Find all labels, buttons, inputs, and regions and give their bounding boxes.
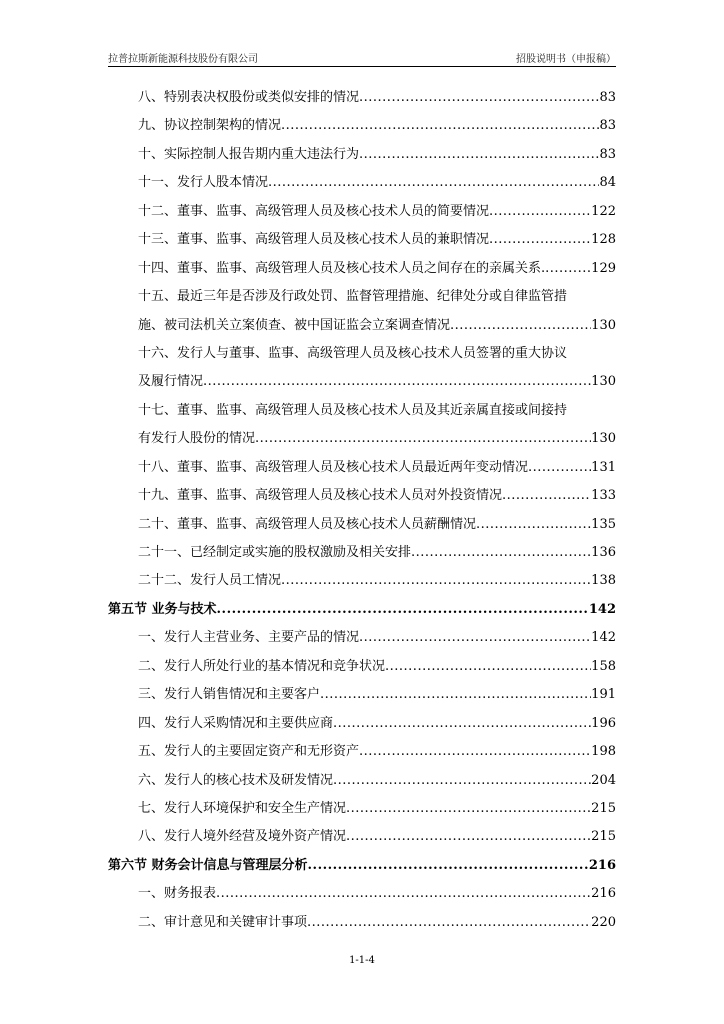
toc-entry-title: 施、被司法机关立案侦查、被中国证监会立案调查情况 [138, 317, 451, 333]
toc-page-number: 215 [591, 800, 616, 816]
toc-leader-dots [320, 681, 591, 709]
toc-leader-dots [268, 169, 599, 197]
toc-page-number: 135 [591, 516, 616, 532]
toc-entry-title: 四、发行人采购情况和主要供应商 [138, 715, 334, 731]
toc-entry-title: 十八、董事、监事、高级管理人员及核心技术人员最近两年变动情况 [138, 459, 529, 475]
toc-leader-dots [476, 511, 591, 539]
toc-entry[interactable] [108, 738, 616, 766]
toc-leader-dots [528, 454, 591, 482]
toc-entry[interactable] [108, 767, 616, 795]
toc-section-entry[interactable] [108, 596, 616, 624]
toc-leader-dots [359, 141, 599, 169]
toc-leader-dots [359, 84, 599, 112]
toc-leader-dots [281, 112, 599, 140]
toc-entry-title: 八、发行人境外经营及境外资产情况 [138, 829, 347, 845]
toc-page-number: 130 [591, 374, 616, 390]
toc-entry[interactable] [108, 397, 616, 425]
toc-leader-dots [545, 255, 591, 283]
toc-entry[interactable] [108, 710, 616, 738]
toc-leader-dots [489, 198, 591, 226]
toc-page-number: 216 [588, 857, 616, 873]
toc-entry-title: 二、发行人所处行业的基本情况和竞争状况 [138, 658, 386, 674]
toc-page-number: 128 [591, 232, 616, 248]
toc-leader-dots [411, 539, 591, 567]
toc-leader-dots [359, 738, 591, 766]
toc-entry-title: 十五、最近三年是否涉及行政处罚、监督管理措施、纪律处分或自律监管措 [138, 289, 568, 305]
toc-entry-title: 七、发行人环境保护和安全生产情况 [138, 800, 347, 816]
toc-page-number: 83 [599, 90, 616, 105]
toc-entry-title: 十四、董事、监事、高级管理人员及核心技术人员之间存在的亲属关系. [138, 260, 546, 276]
toc-entry-title: 一、财务报表 [138, 886, 217, 902]
toc-page-number: 129 [591, 260, 616, 276]
toc-page-number: 158 [591, 658, 616, 674]
toc-entry-title: 十二、董事、监事、高级管理人员及核心技术人员的简要情况 [138, 203, 490, 219]
toc-page-number: 84 [599, 175, 616, 191]
toc-entry-title: 二、审计意见和关键审计事项 [138, 914, 308, 930]
page-number: 1-1-4 [349, 955, 375, 966]
toc-entry-title: 二十一、已经制定或实施的股权激励及相关安排 [138, 545, 412, 560]
toc-page-number: 142 [588, 601, 616, 617]
table-of-contents [108, 84, 616, 937]
toc-page-number: 138 [591, 573, 616, 589]
toc-entry[interactable] [108, 141, 616, 169]
toc-section-entry[interactable] [108, 852, 616, 880]
toc-page-number: 191 [591, 687, 616, 703]
toc-page-number: 220 [591, 914, 616, 930]
toc-leader-dots [333, 710, 591, 738]
toc-entry-title: 十、实际控制人报告期内重大违法行为 [138, 146, 360, 162]
toc-entry-title: 十三、董事、监事、高级管理人员及核心技术人员的兼职情况 [138, 232, 490, 248]
toc-entry-title: 十六、发行人与董事、监事、高级管理人员及核心技术人员签署的重大协议 [138, 345, 568, 361]
toc-entry[interactable] [108, 681, 616, 709]
toc-entry-title: 有发行人股份的情况 [138, 431, 256, 447]
toc-entry-title: 六、发行人的核心技术及研发情况 [138, 772, 334, 788]
toc-entry[interactable] [108, 909, 616, 937]
toc-entry[interactable] [108, 112, 616, 140]
toc-entry-title: 一、发行人主营业务、主要产品的情况 [138, 630, 360, 646]
toc-entry-title: 十七、董事、监事、高级管理人员及核心技术人员及其近亲属直接或间接持 [138, 402, 568, 418]
toc-entry[interactable] [108, 198, 616, 226]
toc-leader-dots [450, 312, 591, 340]
toc-entry-title: 十九、董事、监事、高级管理人员及核心技术人员对外投资情况 [138, 488, 503, 504]
running-header [108, 50, 616, 64]
toc-leader-dots [203, 368, 591, 396]
toc-page-number: 142 [591, 630, 616, 646]
toc-entry-title: 第六节 财务会计信息与管理层分析 [108, 857, 308, 873]
toc-entry[interactable] [108, 482, 616, 510]
header-company-name: 拉普拉斯新能源科技股份有限公司 [108, 54, 258, 65]
toc-page-number: 204 [591, 772, 616, 788]
toc-entry-title: 二十二、发行人员工情况 [138, 573, 282, 589]
toc-entry[interactable] [108, 567, 616, 595]
toc-leader-dots [307, 909, 591, 937]
toc-leader-dots [255, 425, 591, 453]
toc-entry[interactable] [108, 340, 616, 368]
toc-entry[interactable] [108, 823, 616, 851]
toc-entry[interactable] [108, 368, 616, 396]
toc-entry[interactable] [108, 312, 616, 340]
toc-leader-dots [281, 567, 591, 595]
toc-leader-dots [346, 823, 591, 851]
toc-entry-title: 三、发行人销售情况和主要客户 [138, 687, 321, 703]
toc-page-number: 122 [591, 203, 616, 219]
toc-leader-dots [216, 880, 591, 908]
toc-entry[interactable] [108, 539, 616, 567]
toc-page-number: 131 [591, 459, 616, 475]
toc-page-number: 83 [599, 118, 616, 134]
toc-entry-title: 及履行情况 [138, 374, 204, 390]
toc-entry[interactable] [108, 283, 616, 311]
toc-entry[interactable] [108, 880, 616, 908]
header-divider [108, 66, 616, 67]
toc-page-number: 215 [591, 829, 616, 845]
toc-page-number: 133 [591, 488, 616, 504]
toc-entry[interactable] [108, 653, 616, 681]
toc-leader-dots [308, 852, 589, 880]
toc-leader-dots [217, 596, 589, 624]
toc-entry[interactable] [108, 226, 616, 254]
toc-entry-title: 八、特别表决权股份或类似安排的情况 [138, 90, 360, 105]
toc-leader-dots [502, 482, 591, 510]
toc-leader-dots [346, 795, 591, 823]
toc-entry[interactable] [108, 454, 616, 482]
toc-entry-title: 五、发行人的主要固定资产和无形资产 [138, 744, 360, 760]
header-document-title: 招股说明书（申报稿） [516, 54, 616, 65]
toc-entry-title: 十一、发行人股本情况 [138, 175, 269, 191]
toc-entry[interactable] [108, 84, 616, 112]
toc-entry[interactable] [108, 425, 616, 453]
toc-leader-dots [385, 653, 591, 681]
toc-page-number: 198 [591, 744, 616, 760]
toc-page-number: 130 [591, 431, 616, 447]
toc-page-number: 83 [599, 146, 616, 162]
toc-page-number: 136 [591, 545, 616, 560]
toc-leader-dots [489, 226, 591, 254]
toc-page-number: 216 [591, 886, 616, 902]
toc-entry[interactable] [108, 169, 616, 197]
toc-entry[interactable] [108, 624, 616, 652]
toc-page-number: 130 [591, 317, 616, 333]
toc-entry-title: 第五节 业务与技术 [108, 601, 217, 617]
toc-entry[interactable] [108, 795, 616, 823]
toc-entry[interactable] [108, 255, 616, 283]
toc-page-number: 196 [591, 715, 616, 731]
toc-entry[interactable] [108, 511, 616, 539]
toc-entry-title: 二十、董事、监事、高级管理人员及核心技术人员薪酬情况 [138, 516, 477, 532]
toc-leader-dots [359, 624, 591, 652]
toc-leader-dots [333, 767, 591, 795]
toc-entry-title: 九、协议控制架构的情况 [138, 118, 282, 134]
